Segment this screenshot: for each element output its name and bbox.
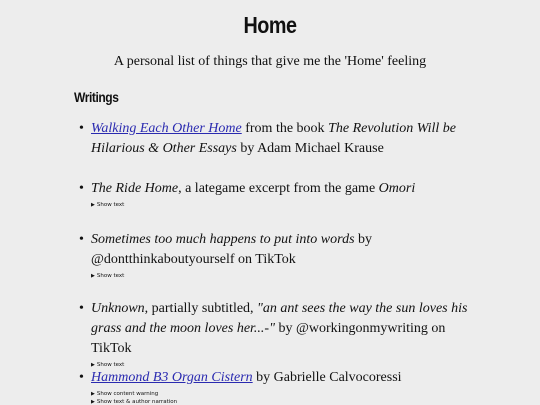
entry-italic-text: "an ant sees the way the sun loves his grass and the moon loves her...-" — [91, 301, 468, 336]
list-item — [91, 299, 471, 369]
entry-text: , partially subtitled, — [144, 301, 258, 316]
disclosure-triangle-icon: ▶ — [91, 362, 95, 368]
toggle-label: Show text — [96, 202, 125, 208]
show-text-narration-toggle[interactable] — [91, 398, 471, 405]
list-item — [91, 368, 471, 405]
toggle-label: Show text — [96, 362, 125, 368]
entry-italic-text: Omori — [378, 181, 416, 196]
disclosure-triangle-icon: ▶ — [91, 399, 95, 405]
section-heading-writings: Writings — [74, 89, 119, 105]
entry-text: by Adam Michael Krause — [236, 141, 384, 156]
toggle-label: Show text & author narration — [96, 399, 178, 405]
entry-title: Sometimes too much happens to put into words — [91, 232, 355, 247]
disclosure-triangle-icon: ▶ — [91, 391, 95, 397]
entry-link[interactable]: Hammond B3 Organ Cistern — [91, 370, 253, 385]
disclosure-triangle-icon: ▶ — [91, 273, 95, 279]
page-subtitle: A personal list of things that give me the 'Home' feeling — [113, 54, 427, 69]
entry-text: by @dontthinkaboutyourself on TikTok — [91, 232, 373, 267]
entry-link[interactable]: Walking Each Other Home — [91, 121, 242, 136]
show-content-warning-toggle[interactable] — [91, 390, 471, 398]
entry-text: , a lategame excerpt from the game — [178, 181, 379, 196]
entry-title: Unknown — [91, 301, 145, 316]
disclosure-triangle-icon: ▶ — [91, 202, 95, 208]
page-title: Home — [243, 12, 297, 38]
show-text-toggle[interactable] — [91, 201, 471, 209]
toggle-label: Show content warning — [96, 391, 159, 397]
list-item — [91, 119, 471, 159]
entry-text: from the book — [241, 121, 329, 136]
toggle-label: Show text — [96, 273, 125, 279]
list-item — [91, 230, 471, 280]
entry-italic-text: The Revolution Will be Hilarious & Other Essays — [91, 121, 456, 156]
show-text-toggle[interactable] — [91, 272, 471, 280]
entry-text: by Gabrielle Calvocoressi — [252, 370, 402, 385]
entry-title: The Ride Home — [91, 181, 179, 196]
entry-text: by @workingonmywriting on TikTok — [91, 321, 446, 356]
list-item — [91, 179, 471, 209]
